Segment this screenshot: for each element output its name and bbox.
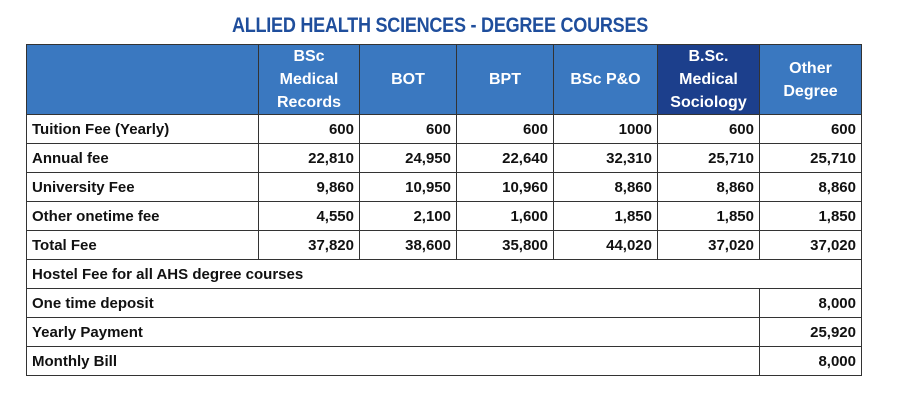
fee-value-cell: 37,820 bbox=[259, 231, 360, 260]
hostel-row-label: Yearly Payment bbox=[27, 318, 760, 347]
header-blank-cell bbox=[27, 45, 259, 115]
header-bsc-medical-sociology bbox=[658, 45, 760, 115]
header-label: BSc P&O bbox=[570, 71, 641, 88]
fee-value-cell: 2,100 bbox=[360, 202, 457, 231]
fee-value-cell: 37,020 bbox=[760, 231, 862, 260]
table-row bbox=[27, 144, 862, 173]
header-label: B.Sc. Medical Sociology bbox=[670, 48, 747, 111]
header-label: Other Degree bbox=[783, 59, 838, 100]
row-label: Annual fee bbox=[27, 144, 259, 173]
table-row bbox=[27, 231, 862, 260]
header-bsc-po bbox=[554, 45, 658, 115]
header-label: BSc Medical Records bbox=[276, 48, 342, 111]
fee-value-cell: 1,850 bbox=[760, 202, 862, 231]
hostel-row bbox=[27, 318, 862, 347]
row-label: Tuition Fee (Yearly) bbox=[27, 115, 259, 144]
hostel-row-label: Monthly Bill bbox=[27, 347, 760, 376]
fee-value-cell: 24,950 bbox=[360, 144, 457, 173]
fee-value-cell: 22,640 bbox=[457, 144, 554, 173]
fee-value-cell: 32,310 bbox=[554, 144, 658, 173]
fee-value-cell: 10,960 bbox=[457, 173, 554, 202]
fee-value-cell: 600 bbox=[760, 115, 862, 144]
fee-value-cell: 9,860 bbox=[259, 173, 360, 202]
fee-table bbox=[26, 44, 862, 376]
header-bot bbox=[360, 45, 457, 115]
fee-value-cell: 1,850 bbox=[658, 202, 760, 231]
fee-value-cell: 10,950 bbox=[360, 173, 457, 202]
fee-value-cell: 8,860 bbox=[554, 173, 658, 202]
fee-value-cell: 22,810 bbox=[259, 144, 360, 173]
fee-value-cell: 4,550 bbox=[259, 202, 360, 231]
header-other-degree bbox=[760, 45, 862, 115]
fee-value-cell: 600 bbox=[360, 115, 457, 144]
fee-value-cell: 8,860 bbox=[760, 173, 862, 202]
hostel-row bbox=[27, 289, 862, 318]
fee-value-cell: 600 bbox=[259, 115, 360, 144]
fee-value-cell: 44,020 bbox=[554, 231, 658, 260]
page-title: ALLIED HEALTH SCIENCES - DEGREE COURSES bbox=[231, 14, 649, 37]
fee-value-cell: 25,710 bbox=[658, 144, 760, 173]
fee-value-cell: 1,600 bbox=[457, 202, 554, 231]
hostel-row-label: One time deposit bbox=[27, 289, 760, 318]
fee-value-cell: 38,600 bbox=[360, 231, 457, 260]
row-label: Other onetime fee bbox=[27, 202, 259, 231]
hostel-fee-value: 8,000 bbox=[760, 289, 862, 318]
header-row bbox=[27, 45, 862, 115]
table-row bbox=[27, 202, 862, 231]
fee-value-cell: 37,020 bbox=[658, 231, 760, 260]
fee-value-cell: 8,860 bbox=[658, 173, 760, 202]
fee-value-cell: 600 bbox=[658, 115, 760, 144]
table-row bbox=[27, 115, 862, 144]
row-label: University Fee bbox=[27, 173, 259, 202]
hostel-fee-value: 8,000 bbox=[760, 347, 862, 376]
header-label: BPT bbox=[489, 71, 521, 88]
hostel-header-label: Hostel Fee for all AHS degree courses bbox=[27, 260, 862, 289]
header-bsc-medical-records bbox=[259, 45, 360, 115]
fee-value-cell: 25,710 bbox=[760, 144, 862, 173]
hostel-row bbox=[27, 347, 862, 376]
header-bpt bbox=[457, 45, 554, 115]
fee-value-cell: 35,800 bbox=[457, 231, 554, 260]
hostel-header-row bbox=[27, 260, 862, 289]
hostel-fee-value: 25,920 bbox=[760, 318, 862, 347]
header-label: BOT bbox=[391, 71, 425, 88]
table-row bbox=[27, 173, 862, 202]
fee-value-cell: 1000 bbox=[554, 115, 658, 144]
row-label: Total Fee bbox=[27, 231, 259, 260]
fee-value-cell: 1,850 bbox=[554, 202, 658, 231]
fee-value-cell: 600 bbox=[457, 115, 554, 144]
